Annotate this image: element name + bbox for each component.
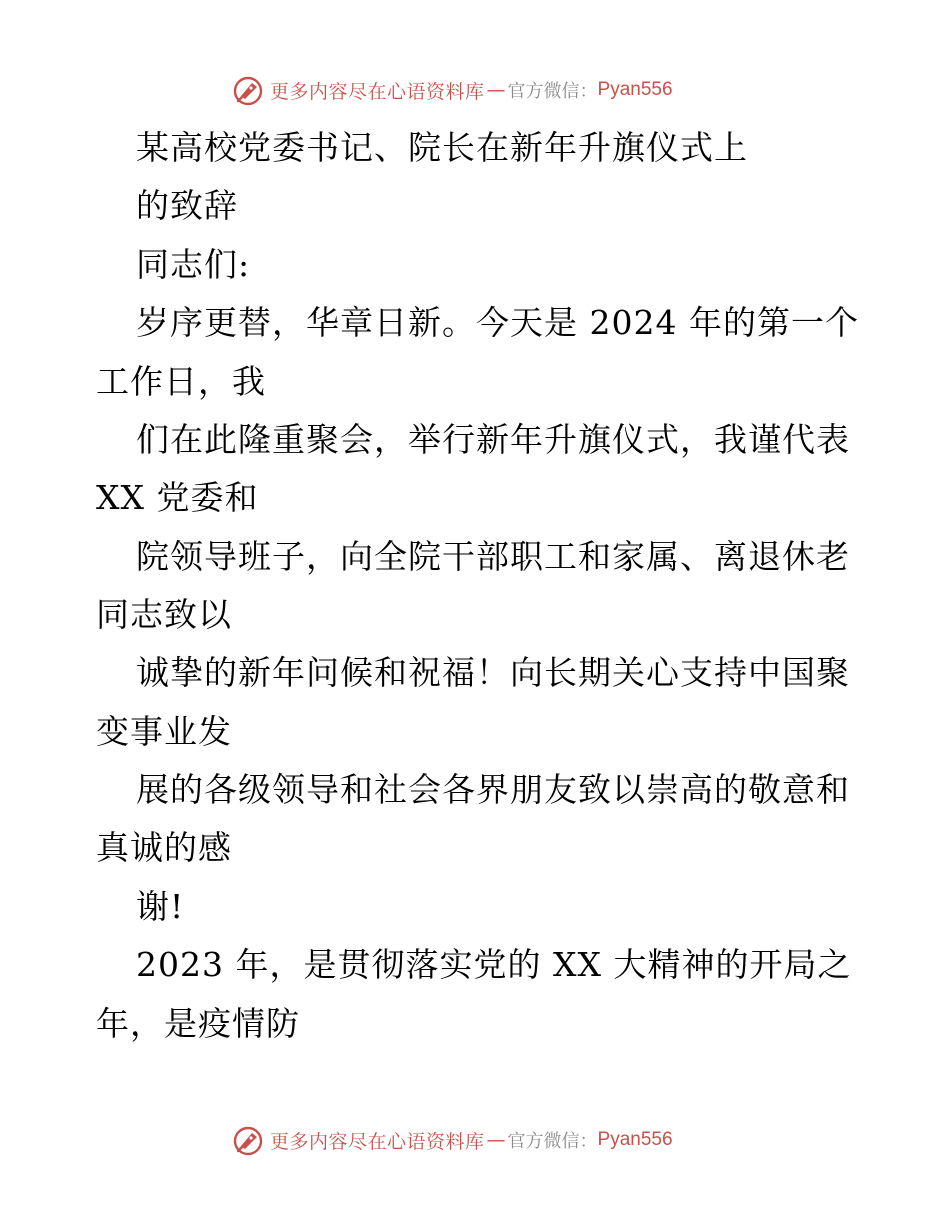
- doc-line: XX 党委和: [96, 478, 259, 517]
- doc-line: 展的各级领导和社会各界朋友致以崇高的敬意和: [136, 770, 850, 809]
- doc-title-line-2: 的致辞: [136, 186, 238, 225]
- footer-watermark: [232, 1120, 752, 1160]
- doc-line: 变事业发: [96, 712, 232, 751]
- watermark-account: Pyan556: [597, 1129, 673, 1150]
- doc-title-line-1: 某高校党委书记、院长在新年升旗仪式上: [136, 128, 748, 167]
- doc-line: 岁序更替，华章日新。今天是 2024 年的第一个: [136, 303, 859, 342]
- doc-line: 诚挚的新年问候和祝福！向长期关心支持中国聚: [136, 653, 850, 692]
- watermark-label: 官方微信：: [507, 1131, 598, 1152]
- watermark-brand-text: 更多内容尽在心语资料库: [270, 1130, 485, 1153]
- watermark-separator: —: [486, 79, 506, 101]
- watermark-brand-text: 更多内容尽在心语资料库: [270, 80, 485, 103]
- doc-salutation: 同志们:: [136, 245, 251, 284]
- watermark-account: Pyan556: [597, 79, 673, 100]
- doc-line: 2023 年，是贯彻落实党的 XX 大精神的开局之: [136, 945, 852, 984]
- doc-line: 年，是疫情防: [96, 1004, 300, 1043]
- doc-line: 工作日，我: [96, 362, 266, 401]
- pen-nib-logo-icon: [232, 1124, 264, 1156]
- doc-line: 真诚的感: [96, 828, 232, 867]
- doc-line: 同志致以: [96, 595, 232, 634]
- doc-line: 们在此隆重聚会，举行新年升旗仪式，我谨代表: [136, 420, 850, 459]
- doc-line: 谢!: [136, 887, 185, 926]
- watermark-separator: —: [486, 1129, 506, 1151]
- watermark-label: 官方微信：: [507, 81, 598, 102]
- doc-line: 院领导班子，向全院干部职工和家属、离退休老: [136, 537, 850, 576]
